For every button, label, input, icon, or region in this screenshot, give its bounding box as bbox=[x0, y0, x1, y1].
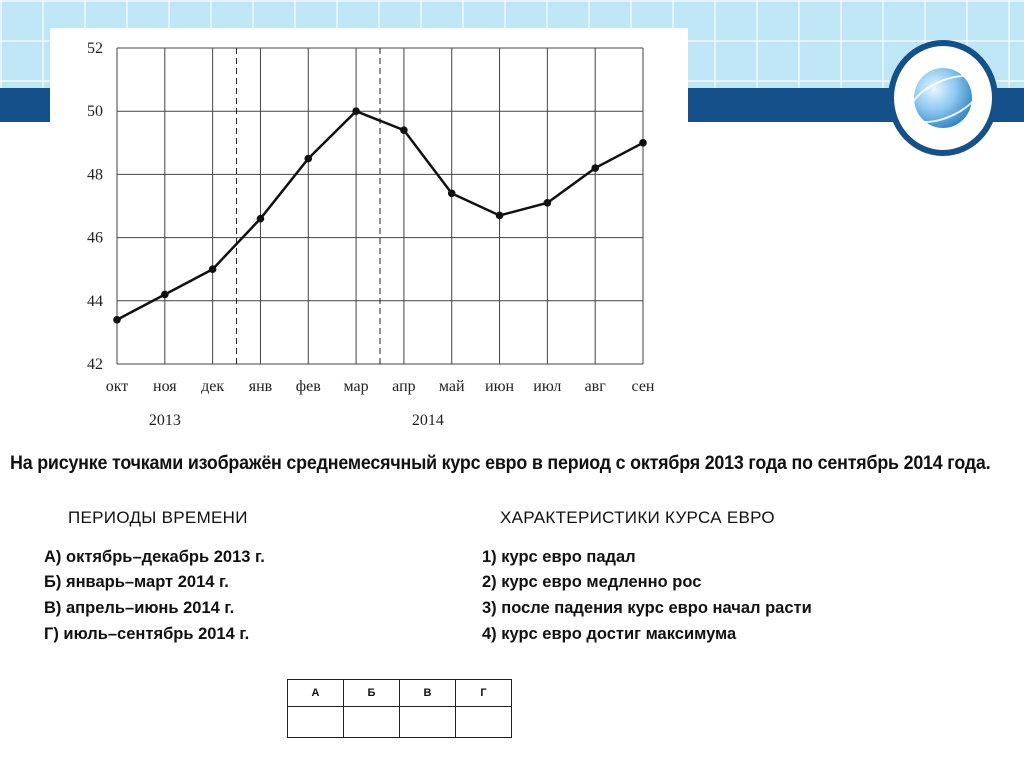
period-item: В) апрель–июнь 2014 г. bbox=[44, 599, 235, 617]
data-point bbox=[209, 265, 217, 273]
x-tick-label: ноя bbox=[153, 378, 177, 395]
data-point bbox=[257, 215, 265, 223]
x-tick-label: дек bbox=[201, 378, 225, 395]
data-point bbox=[448, 190, 456, 198]
x-axis-ticks bbox=[106, 378, 655, 395]
year-labels bbox=[149, 412, 444, 429]
data-point bbox=[591, 164, 599, 172]
y-tick-label: 46 bbox=[87, 229, 103, 247]
data-point bbox=[400, 126, 408, 134]
x-tick-label: янв bbox=[248, 378, 273, 395]
data-point bbox=[161, 291, 169, 299]
answer-cell[interactable] bbox=[456, 707, 512, 738]
characteristic-item: 3) после падения курс евро начал расти bbox=[482, 599, 812, 617]
x-tick-label: май bbox=[438, 378, 465, 395]
data-point bbox=[544, 199, 552, 207]
year-label: 2013 bbox=[148, 412, 181, 429]
globe-logo-icon bbox=[888, 40, 998, 156]
y-tick-label: 44 bbox=[87, 292, 103, 310]
answer-cell[interactable] bbox=[400, 707, 456, 738]
year-label: 2014 bbox=[411, 412, 444, 429]
x-tick-label: мар bbox=[343, 378, 369, 395]
characteristic-item: 4) курс евро достиг максимума bbox=[482, 625, 737, 643]
answer-cell[interactable] bbox=[344, 707, 400, 738]
period-item: Г) июль–сентябрь 2014 г. bbox=[44, 625, 250, 643]
data-point bbox=[639, 139, 647, 147]
chart-grid bbox=[117, 48, 643, 364]
answer-header: В bbox=[400, 680, 456, 707]
y-tick-label: 48 bbox=[87, 166, 103, 184]
task-description: На рисунке точками изображён среднемесячный курс евро в период с октября 2013 года по сентябрь 2014 года. bbox=[10, 452, 991, 474]
answer-header: Г bbox=[456, 680, 512, 707]
period-item: А) октябрь–декабрь 2013 г. bbox=[44, 548, 265, 566]
x-tick-label: июн bbox=[485, 378, 515, 395]
y-axis-ticks bbox=[87, 40, 103, 373]
answer-cell[interactable] bbox=[288, 707, 344, 738]
x-tick-label: июл bbox=[533, 378, 562, 395]
x-tick-label: апр bbox=[392, 378, 416, 395]
x-tick-label: окт bbox=[105, 378, 129, 395]
data-point bbox=[304, 155, 312, 163]
x-tick-label: фев bbox=[295, 378, 321, 395]
y-tick-label: 42 bbox=[87, 356, 103, 373]
data-point bbox=[113, 316, 121, 324]
y-tick-label: 52 bbox=[87, 40, 103, 57]
characteristic-item: 1) курс евро падал bbox=[482, 548, 636, 566]
y-tick-label: 50 bbox=[87, 103, 103, 121]
answer-table bbox=[287, 679, 512, 738]
period-item: Б) январь–март 2014 г. bbox=[44, 573, 229, 591]
characteristics-title: ХАРАКТЕРИСТИКИ КУРСА ЕВРО bbox=[500, 508, 775, 527]
answer-header: А bbox=[288, 680, 344, 707]
periods-title: ПЕРИОДЫ ВРЕМЕНИ bbox=[68, 508, 248, 527]
data-point bbox=[352, 107, 360, 115]
x-tick-label: авг bbox=[584, 378, 606, 395]
euro-rate-chart bbox=[60, 28, 680, 438]
x-tick-label: сен bbox=[631, 378, 655, 395]
characteristic-item: 2) курс евро медленно рос bbox=[482, 573, 702, 591]
data-point bbox=[496, 212, 504, 220]
answer-header: Б bbox=[344, 680, 400, 707]
